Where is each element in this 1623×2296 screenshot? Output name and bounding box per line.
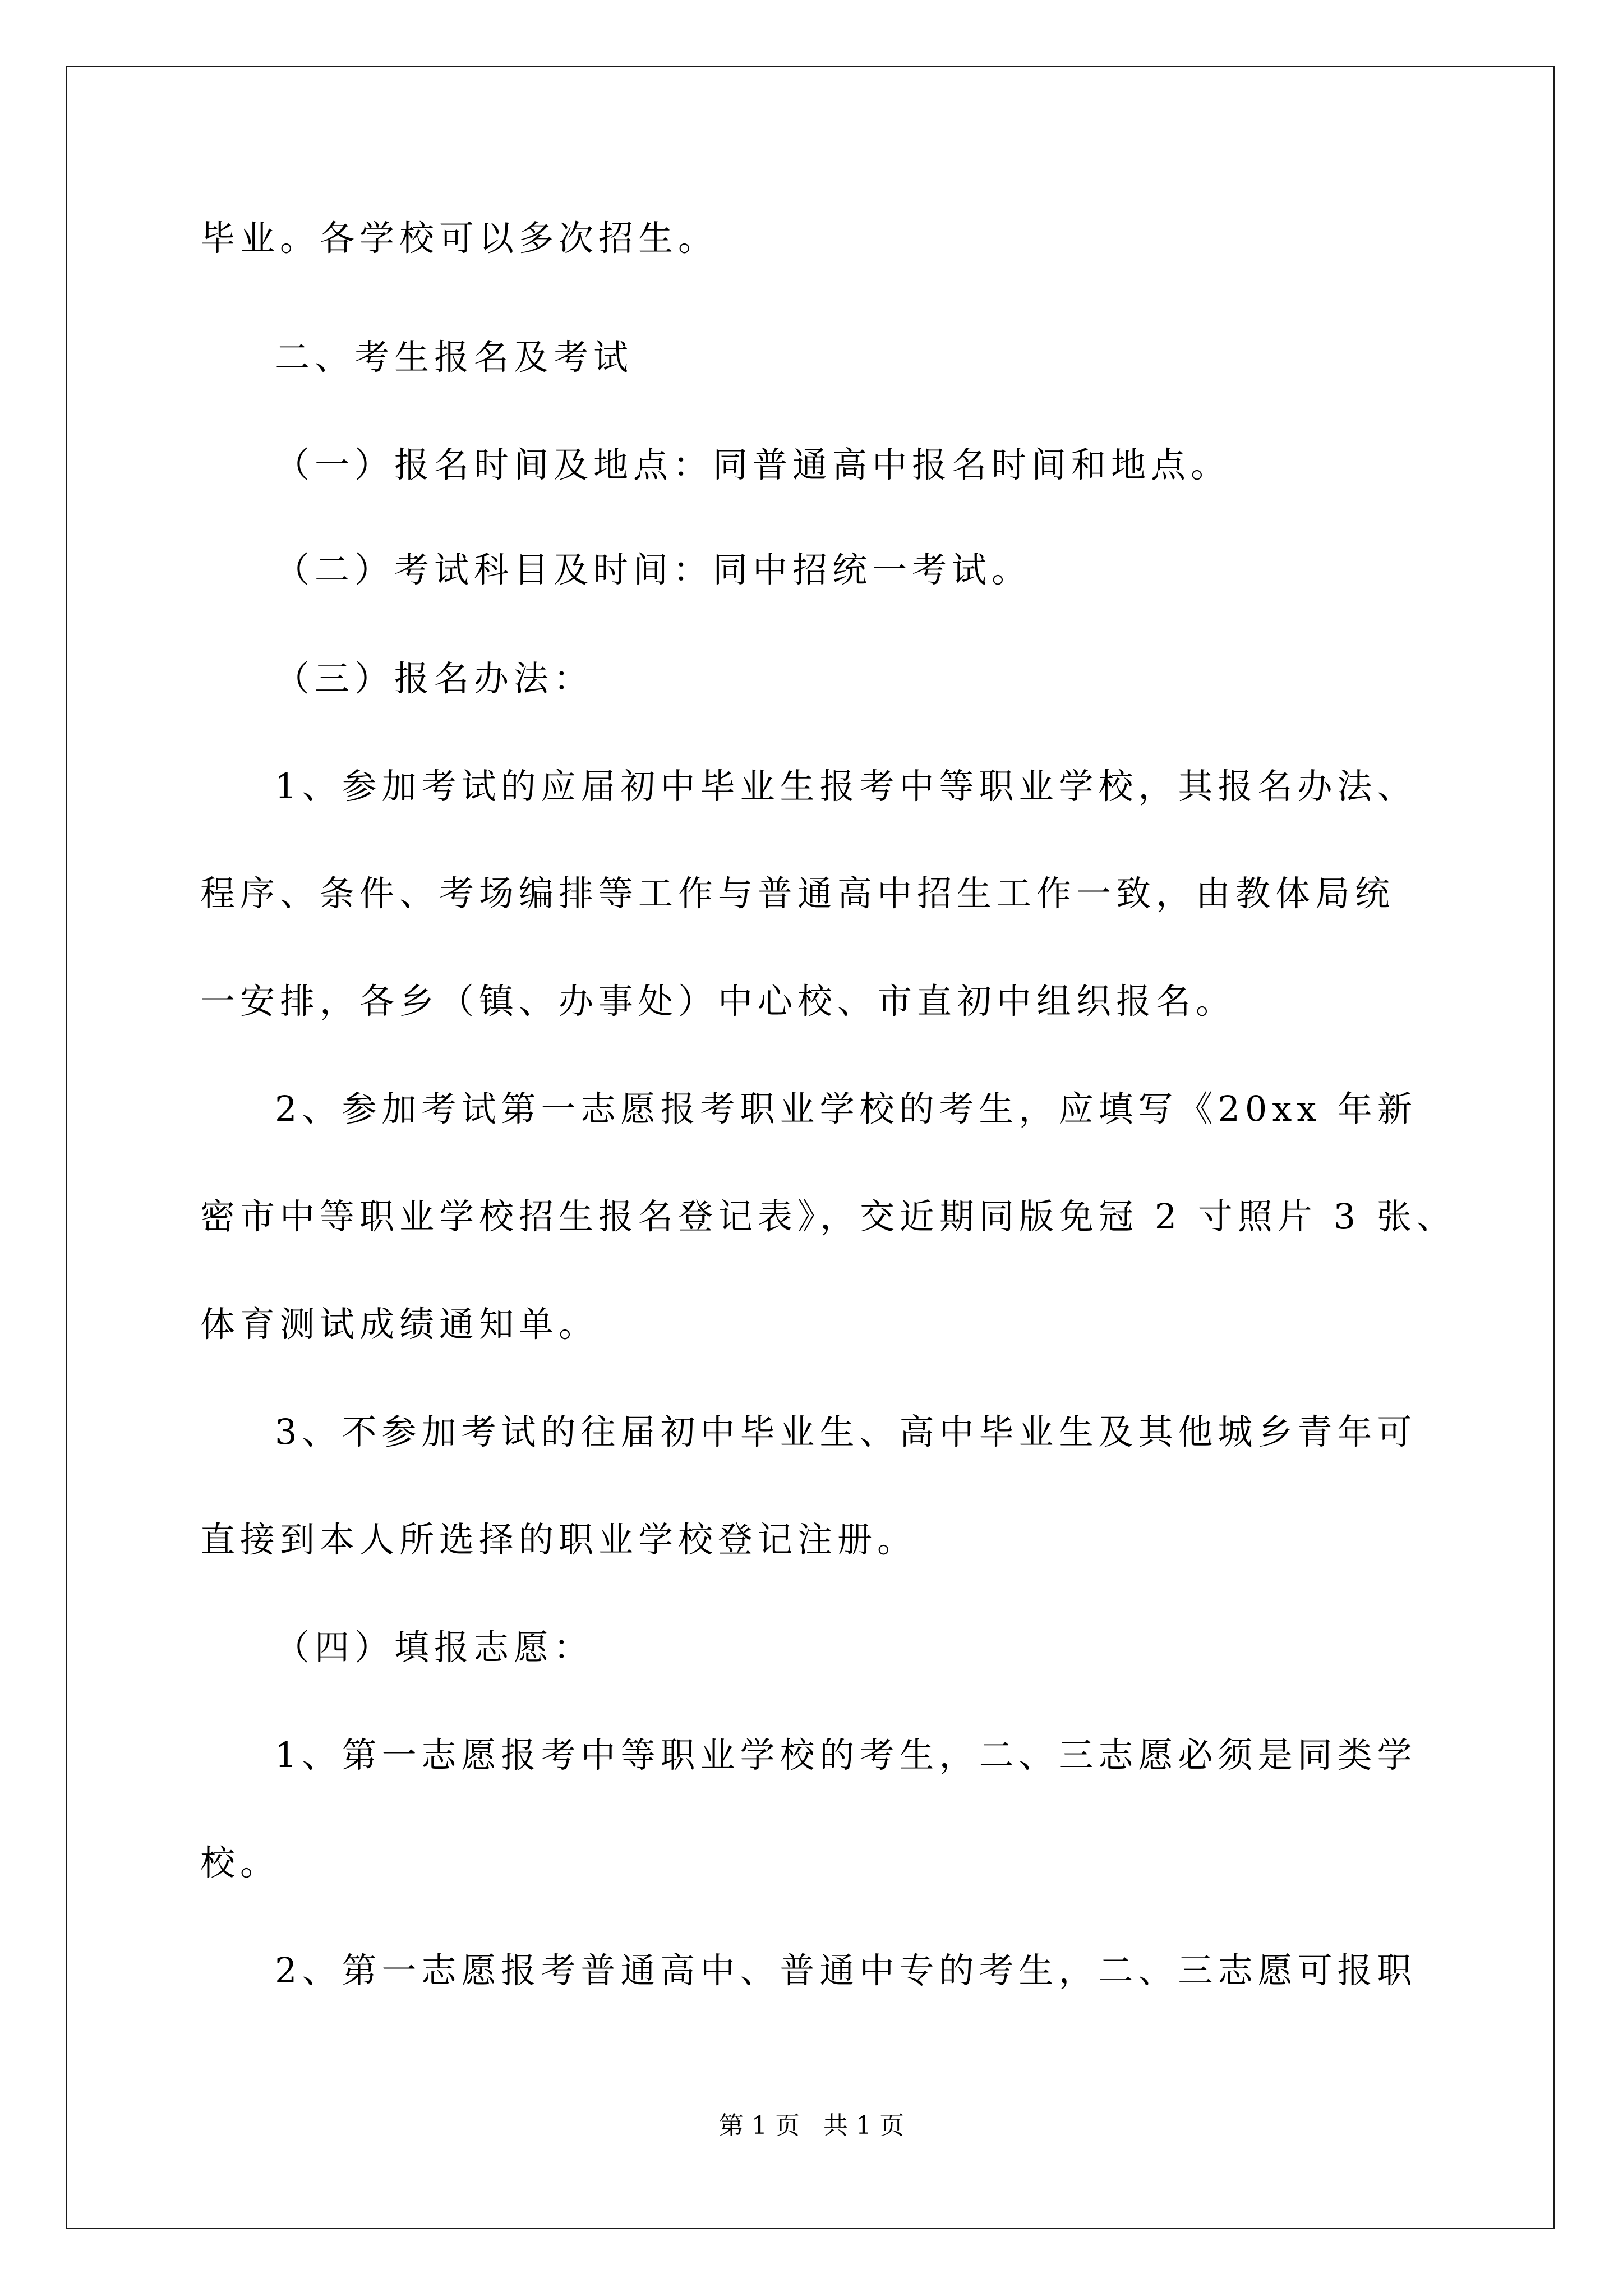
text-line: （四）填报志愿：	[275, 1627, 594, 1668]
text-line: 直接到本人所选择的职业学校登记注册。	[200, 1519, 917, 1560]
text-line: 2、参加考试第一志愿报考职业学校的考生，应填写《20xx 年新	[275, 1088, 1417, 1129]
text-line: 3、不参加考试的往届初中毕业生、高中毕业生及其他城乡青年可	[275, 1411, 1417, 1452]
text-line: （二）考试科目及时间：同中招统一考试。	[275, 549, 1032, 590]
text-line: 1、第一志愿报考中等职业学校的考生，二、三志愿必须是同类学	[275, 1734, 1417, 1775]
text-line: 1、参加考试的应届初中毕业生报考中等职业学校，其报名办法、	[275, 766, 1417, 807]
text-line: 一安排，各乡（镇、办事处）中心校、市直初中组织报名。	[200, 981, 1236, 1022]
text-line: （三）报名办法：	[275, 658, 594, 699]
text-line: 2、第一志愿报考普通高中、普通中专的考生，二、三志愿可报职	[275, 1950, 1417, 1991]
text-line: 校。	[200, 1842, 280, 1883]
text-line: 程序、条件、考场编排等工作与普通高中招生工作一致，由教体局统	[200, 873, 1395, 914]
text-line: 密市中等职业学校招生报名登记表》，交近期同版免冠 2 寸照片 3 张、	[200, 1196, 1456, 1237]
text-line: （一）报名时间及地点：同普通高中报名时间和地点。	[275, 444, 1231, 485]
text-line: 体育测试成绩通知单。	[200, 1304, 599, 1345]
page-border	[66, 66, 1555, 2229]
text-line: 毕业。各学校可以多次招生。	[200, 218, 718, 259]
section-heading: 二、考生报名及考试	[275, 337, 634, 378]
page-footer: 第 1 页 共 1 页	[719, 2111, 904, 2140]
